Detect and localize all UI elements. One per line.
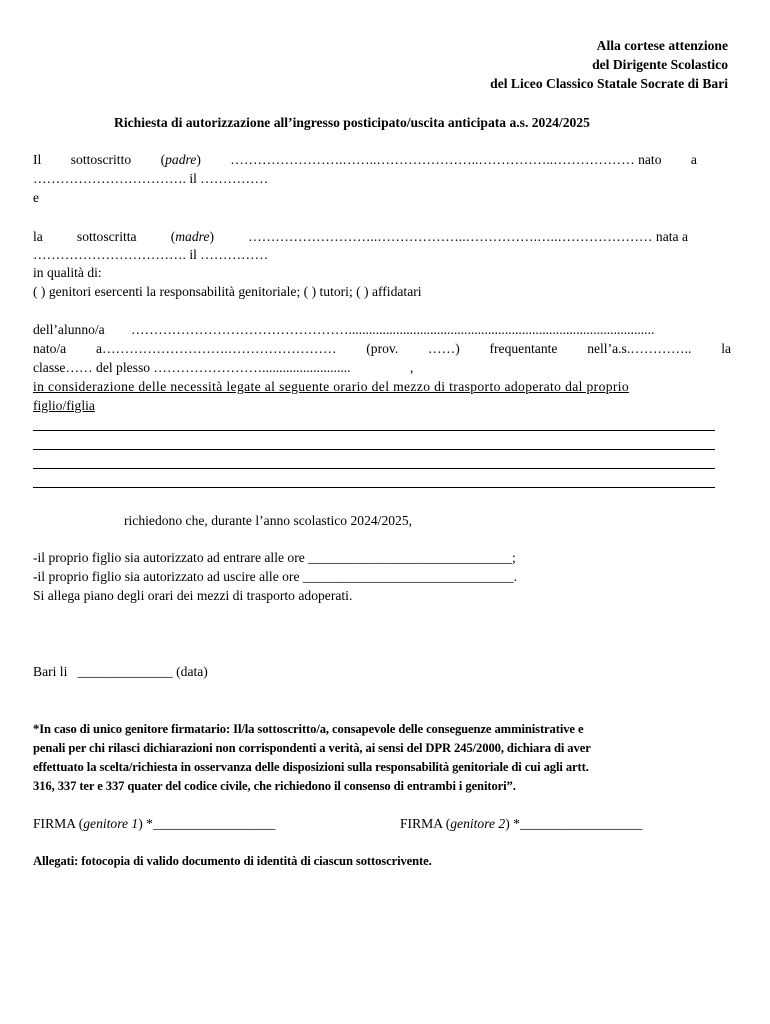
data-place: Bari li xyxy=(33,664,68,679)
nato-label: nato/a xyxy=(33,341,67,356)
alunno-dots: ………………………………………….......................................................................................... xyxy=(131,322,655,337)
orario-rule-2 xyxy=(33,449,715,450)
allegati-line: Allegati: fotocopia di valido documento di identità di ciascun sottoscrivente. xyxy=(33,854,432,868)
padre-line xyxy=(33,152,697,168)
allega-line: Si allega piano degli orari dei mezzi di trasporto adoperati. xyxy=(33,588,353,603)
madre-role: (madre) xyxy=(170,229,214,244)
data-line xyxy=(33,664,208,680)
classe-comma: , xyxy=(410,360,414,375)
firma-2-role: genitore 2 xyxy=(450,816,506,831)
alunno-label: dell’alunno/a xyxy=(33,322,105,337)
padre-dots: …………………….……..…………………..……………..……………… nato xyxy=(230,152,662,167)
recipient-line-2: del Dirigente Scolastico xyxy=(592,57,728,72)
qualita-options: ( ) genitori esercenti la responsabilità genitoriale; ( ) tutori; ( ) affidatari xyxy=(33,284,422,299)
padre-sottoscritto: sottoscritto xyxy=(70,152,132,167)
madre-sottoscritta: sottoscritta xyxy=(76,229,137,244)
padre-a: a xyxy=(690,152,697,167)
nota-line-3: effettuato la scelta/richiesta in osservanza delle disposizioni sulla responsabilità genitoriale di cui agli artt. xyxy=(33,760,589,774)
firma-1-role: genitore 1 xyxy=(83,816,139,831)
conjunction-e: e xyxy=(33,190,40,205)
orario-rule-1 xyxy=(33,430,715,431)
padre-il: Il xyxy=(33,152,42,167)
padre-birth-line: ……………………………. il …………… xyxy=(33,171,269,186)
frequentante-label: frequentante xyxy=(489,341,558,356)
madre-dots: ………………………..………………..…………….…..………………… nata a xyxy=(248,229,688,244)
considerazione-line-1: in considerazione delle necessità legate al seguente orario del mezzo di trasporto adoperato dal proprio xyxy=(33,379,630,394)
data-label: (data) xyxy=(176,664,208,679)
madre-birth-line: ……………………………. il …………… xyxy=(33,247,269,262)
madre-line xyxy=(33,229,688,245)
recipient-line-1: Alla cortese attenzione xyxy=(596,38,728,53)
richiedono-line: richiedono che, durante l’anno scolastico 2024/2025, xyxy=(124,513,413,528)
document-title: Richiesta di autorizzazione all’ingresso posticipato/uscita anticipata a.s. 2024/2025 xyxy=(114,115,590,130)
orario-rule-3 xyxy=(33,468,715,469)
as-dots: nell’a.s.………….. xyxy=(587,341,692,356)
entrare-line: -il proprio figlio sia autorizzato ad entrare alle ore ______________________________; xyxy=(33,550,516,565)
orario-rule-4 xyxy=(33,487,715,488)
padre-role: (padre) xyxy=(160,152,201,167)
qualita-label: in qualità di: xyxy=(33,265,102,280)
considerazione-line-2: figlio/figlia xyxy=(33,398,95,413)
nato-line xyxy=(33,341,731,357)
nota-line-2: penali per chi rilasci dichiarazioni non corrispondenti a verità, ai sensi del DPR 245/2000, dichiara di aver xyxy=(33,741,591,755)
nota-line-1: *In caso di unico genitore firmatario: Il/la sottoscritto/a, consapevole delle conseguenze amministrative e xyxy=(33,722,584,736)
firma-genitore-2: FIRMA (genitore 2) *__________________ xyxy=(400,816,643,831)
la-label: la xyxy=(721,341,731,356)
classe-line: classe…… del plesso …………………….......................... xyxy=(33,360,351,375)
firma-genitore-1: FIRMA (genitore 1) *__________________ xyxy=(33,816,276,831)
data-blank: ______________ xyxy=(77,664,173,679)
madre-la: la xyxy=(33,229,43,244)
prov-dots: ……) xyxy=(428,341,460,356)
nota-line-4: 316, 337 ter e 337 quater del codice civile, che richiedono il consenso di entrambi i genitori”. xyxy=(33,779,516,793)
recipient-line-3: del Liceo Classico Statale Socrate di Bari xyxy=(490,76,728,91)
prov-label: (prov. xyxy=(366,341,399,356)
uscire-line: -il proprio figlio sia autorizzato ad uscire alle ore _______________________________. xyxy=(33,569,517,584)
nato-a-dots: a……………………….…………………… xyxy=(95,341,337,356)
